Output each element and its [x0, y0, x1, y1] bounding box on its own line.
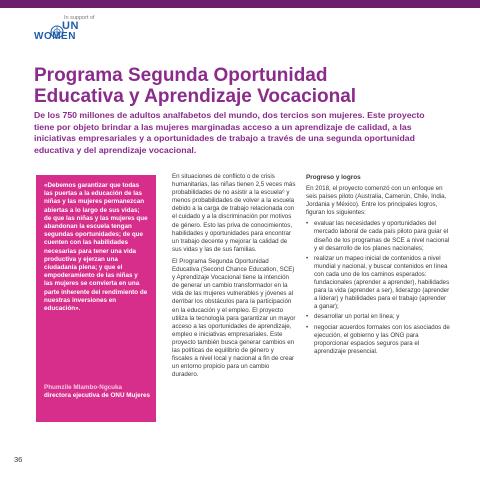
- section-intro: En 2018, el proyecto comenzó con un enfoque en seis países piloto (Australia, Camerún, Chile, India, Jordania y México). Entre los principales logros, figuran los siguientes:: [306, 185, 447, 217]
- quote-role: directora ejecutiva de ONU Mujeres: [44, 392, 151, 400]
- section-heading: Progreso y logros: [306, 174, 361, 181]
- middle-column: [172, 173, 296, 383]
- list-item: • desarrollar un portal en línea; y: [306, 313, 451, 321]
- logo-women-text: WOMEN: [34, 31, 76, 42]
- un-women-logo: [34, 15, 124, 43]
- lead-paragraph: De los 750 millones de adultos analfabetos del mundo, dos tercios son mujeres. Este proyecto tiene por objeto brindar a las mujeres marginadas acceso a un aprendizaje de calidad, a las iniciativas empresariales y a oportunidades de trabajo a través de una segunda oportunidad educativa y del aprendizaje vocacional.: [34, 110, 425, 155]
- body-paragraph: En situaciones de conflicto o de crisis humanitarias, las niñas tienen 2,5 veces más probabilidades de no asistir a la escuela⁶ y menos probabilidades de volver a la escuela debido a la carga de trabajo relacionada con el cuidado y a la discriminación por motivos de género. Esto las priva de conocimientos, habilidades y oportunidades para encontrar un trabajo decente y mejorar la calidad de sus vidas y las de sus familias.: [172, 173, 296, 253]
- logo-support-text: In support of: [64, 15, 95, 21]
- list-item: • realizar un mapeo inicial de contenidos a nivel mundial y nacional, y buscar contenidos en línea con cada uno de los caminos esperados: fundacionales (aprender a aprender), habilidades para la vida (aprender a ser), liderazgo (aprender a liderar) y habilidades para el trabajo (aprender a ganar);: [306, 255, 451, 312]
- top-color-bar: [0, 0, 480, 8]
- page-number: 36: [14, 455, 23, 464]
- right-column: [306, 173, 451, 358]
- page-title: [34, 65, 454, 107]
- logo-un-text: UN: [62, 20, 79, 32]
- quote-author: Phumzile Mlambo-Ngcuka: [44, 384, 123, 391]
- list-item: • negociar acuerdos formales con los asociados de ejecución, el gobierno y las ONG para proporcionar espacios seguros para el aprendizaje presencial.: [306, 324, 451, 356]
- list-item: • evaluar las necesidades y oportunidades del mercado laboral de cada país piloto para guiar el diseño de los programas de SCE a nivel nacional y el desarrollo de los planes nacionales;: [306, 220, 451, 252]
- quote-text: «Debemos garantizar que todas las puertas a la educación de las niñas y las mujeres permanezcan abiertas a lo largo de sus vidas; de que las niñas y las mujeres que abandonan la escuela tengan segundas oportunidades; de que cuenten con las habilidades necesarias para tener una vida productiva y ejerzan una ciudadanía plena; y que el empoderamiento de las niñas y las mujeres se convierta en una parte inherente del rendimiento de nuestras inversiones en educación».: [44, 182, 148, 313]
- body-paragraph: El Programa Segunda Oportunidad Educativa (Second Chance Education, SCE) y Aprendizaje Vocacional tiene la intención de generar un cambio transformador en la vida de las mujeres vulnerables y jóvenes al derribar los obstáculos para la participación en la educación y el empleo. El proyecto utiliza la tecnología para garantizar un mayor acceso a las oportunidades de aprendizaje, empleo e iniciativas empresariales. Este proyecto también busca generar cambios en las políticas de equilibrio de género y fiscales a nivel local y nacional a fin de crear un entorno propicio para un cambio duradero.: [172, 257, 296, 379]
- title-line: Educativa y Aprendizaje Vocacional: [34, 86, 357, 107]
- title-line: Programa Segunda Oportunidad: [34, 65, 328, 86]
- quote-attribution: [36, 384, 156, 400]
- achievements-list: [306, 220, 451, 356]
